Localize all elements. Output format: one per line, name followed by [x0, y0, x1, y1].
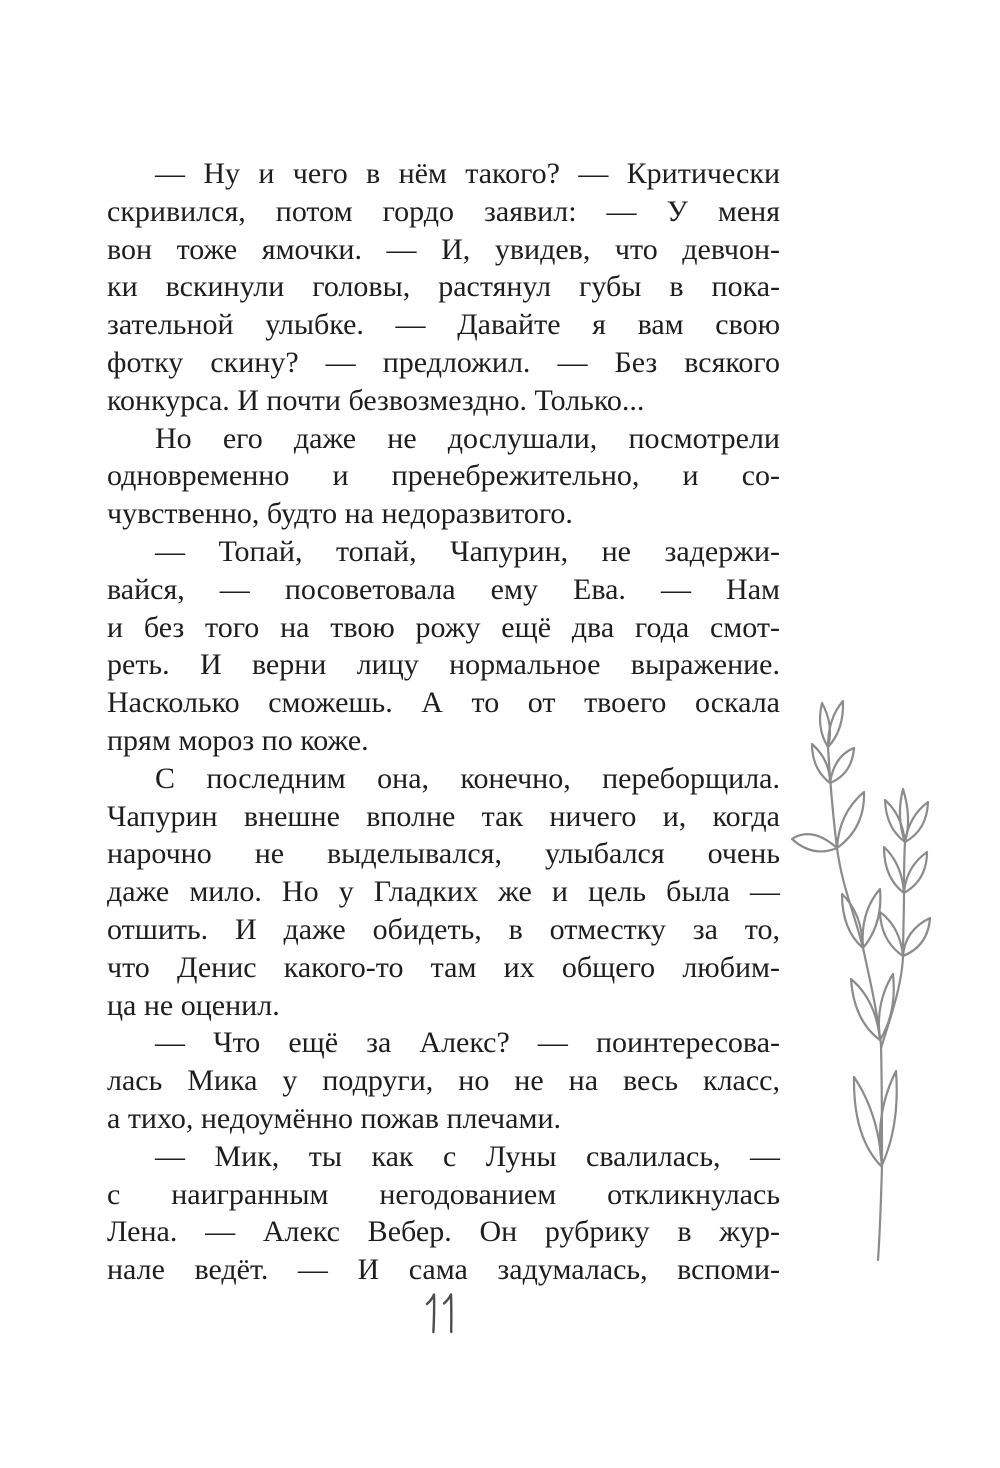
text-line: лась Мика у подруги, но не на весь класс,	[107, 1064, 780, 1098]
text-line: даже мило. Но у Гладких же и цель была —	[107, 875, 780, 909]
text-line: прям мороз по коже.	[107, 723, 369, 757]
plant-leaf	[863, 889, 881, 948]
plant-line-art-icon	[785, 690, 975, 1272]
text-line: Чапурин внешне вполне так ничего и, когда	[107, 799, 780, 833]
plant-leaf	[830, 748, 854, 783]
plant-leaf	[837, 792, 864, 848]
text-line: ки вскинули головы, растянул губы в пока-	[107, 270, 780, 304]
text-line: одновременно и пренебрежительно, и со-	[107, 459, 780, 493]
text-line: и без того на твою рожу ещё два года смот-	[107, 610, 780, 644]
plant-leaf	[879, 974, 894, 1040]
text-line: с наигранным негодованием откликнулась	[107, 1177, 780, 1211]
text-line: фотку скину? — предложил. — Без всякого	[107, 345, 780, 379]
text-line: нарочно не выделывался, улыбался очень	[107, 837, 780, 871]
plant-leaf	[884, 847, 904, 893]
text-block	[107, 155, 780, 1289]
text-line: вайся, — посоветовала ему Ева. — Нам	[107, 572, 780, 606]
text-line: зательной улыбке. — Давайте я вам свою	[107, 308, 780, 342]
text-line: Насколько сможешь. А то от твоего оскала	[107, 686, 780, 720]
text-line: С последним она, конечно, переборщила.	[155, 761, 780, 795]
text-line: отшить. И даже обидеть, в отместку за то,	[107, 912, 780, 946]
text-line: вон тоже ямочки. — И, увидев, что девчон-	[107, 232, 780, 266]
text-line: — Мик, ты как с Луны свалилась, —	[155, 1139, 780, 1173]
plant-leaf	[880, 912, 903, 956]
plant-leaf	[903, 918, 930, 956]
text-line: конкурса. И почти безвозмездно. Только...	[107, 383, 645, 417]
text-line: чувственно, будто на недоразвитого.	[107, 497, 573, 531]
text-line: скривился, потом гордо заявил: — У меня	[107, 194, 780, 228]
plant-leaf	[854, 1077, 882, 1167]
text-line: а тихо, недоумённо пожав плечами.	[107, 1101, 561, 1135]
page-number-glyph	[423, 1292, 463, 1336]
page-number	[423, 1292, 463, 1336]
text-line: нале ведёт. — И сама задумалась, вспоми-	[107, 1253, 780, 1287]
digit-one	[444, 1295, 451, 1333]
text-line: — Что ещё за Алекс? — поинтересова-	[155, 1026, 780, 1060]
text-line: Лена. — Алекс Вебер. Он рубрику в жур-	[107, 1215, 780, 1249]
plant-illustration	[785, 690, 975, 1272]
plant-leaf	[904, 852, 927, 893]
text-line: реть. И верни лицу нормальное выражение.	[107, 648, 780, 682]
digit-one	[427, 1295, 434, 1333]
text-line: ца не оценил.	[107, 988, 280, 1022]
text-line: что Денис какого-то там их общего любим-	[107, 950, 780, 984]
text-line: — Ну и чего в нём такого? — Критически	[155, 157, 780, 190]
text-line: Но его даже не дослушали, посмотрели	[155, 421, 780, 455]
plant-leaf	[792, 834, 837, 851]
text-line: — Топай, топай, Чапурин, не задержи-	[155, 534, 780, 568]
